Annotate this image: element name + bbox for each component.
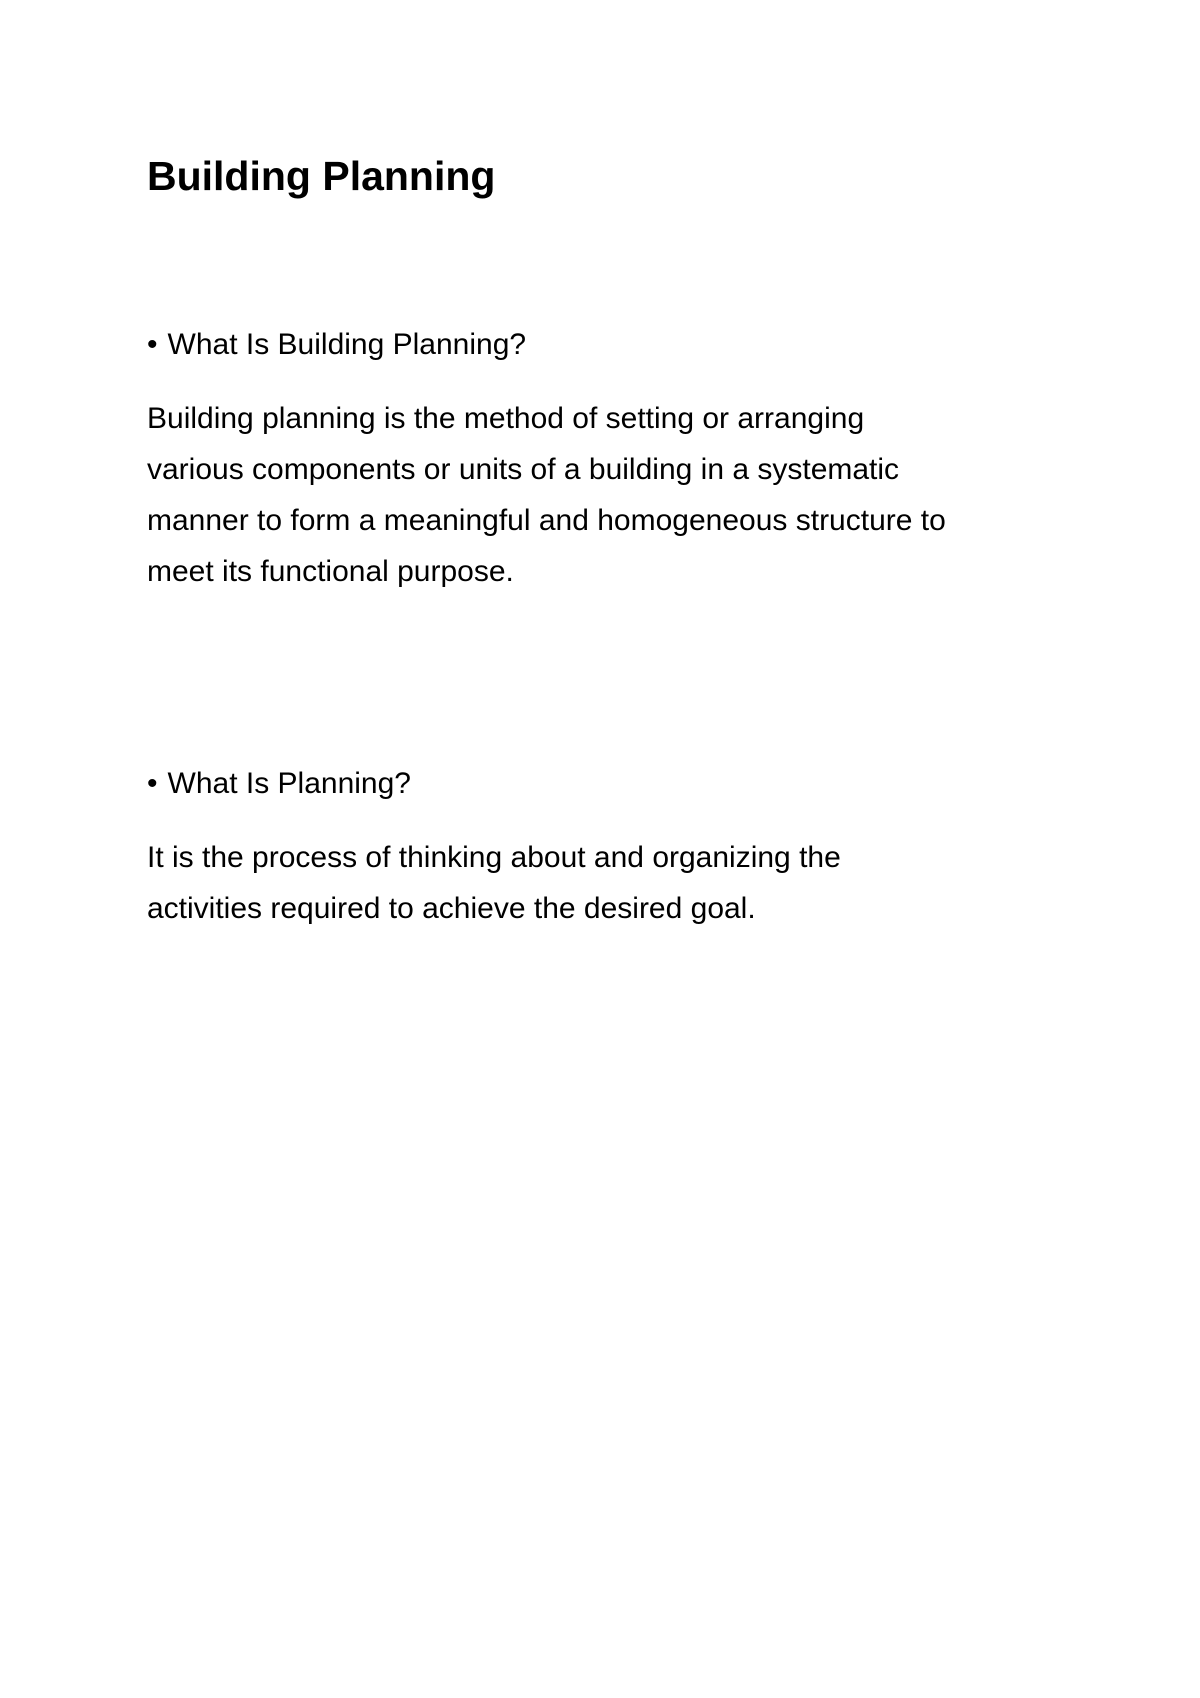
section-heading-text: What Is Planning?: [167, 767, 411, 800]
section-paragraph-building-planning: [147, 393, 1077, 597]
page-title: Building Planning: [147, 153, 496, 199]
paragraph-line: various components or units of a building in a systematic: [147, 453, 900, 486]
section-heading-building-planning: [147, 326, 526, 364]
paragraph-line: meet its functional purpose.: [147, 555, 514, 588]
bullet-icon: •: [147, 767, 158, 800]
section-paragraph-planning: [147, 832, 1077, 934]
section-heading-planning: [147, 765, 411, 803]
paragraph-line: activities required to achieve the desired goal.: [147, 892, 756, 925]
paragraph-line: Building planning is the method of setting or arranging: [147, 402, 865, 435]
paragraph-line: manner to form a meaningful and homogeneous structure to: [147, 504, 946, 537]
bullet-icon: •: [147, 328, 158, 361]
paragraph-line: It is the process of thinking about and organizing the: [147, 841, 841, 874]
section-heading-text: What Is Building Planning?: [167, 328, 527, 361]
